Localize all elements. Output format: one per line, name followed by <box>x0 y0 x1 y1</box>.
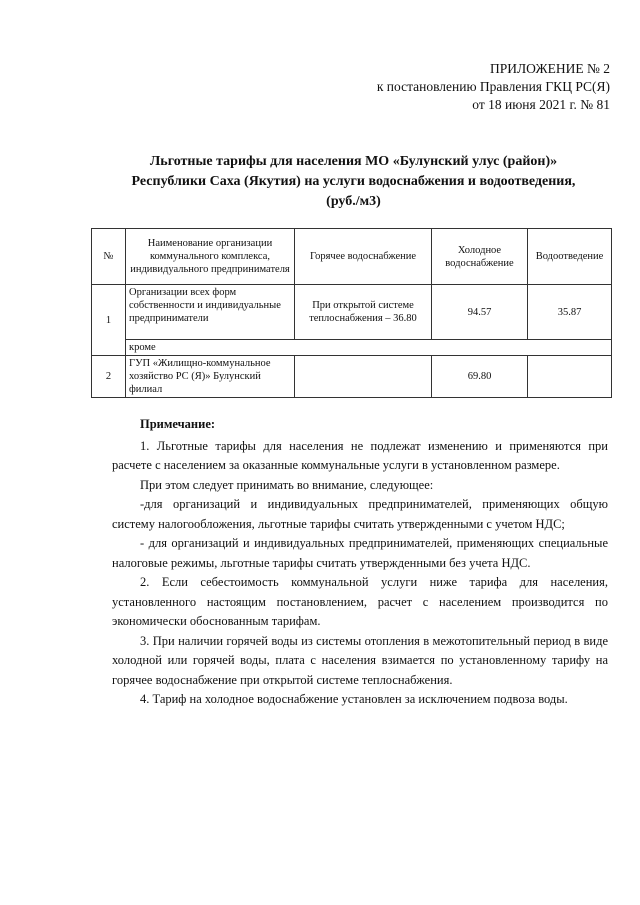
row1-sewerage: 35.87 <box>528 285 612 340</box>
note-paragraph-5: 2. Если себестоимость коммунальной услуги ниже тарифа для населения, установленного настоящим постановлением, расчет с населением производится по экономически обоснованным тарифам. <box>112 575 608 628</box>
note-paragraph-3: -для организаций и индивидуальных предпринимателей, применяющих общую систему налогообложения, льготные тарифы считать утвержденными с учетом НДС; <box>112 497 608 531</box>
title-line-2: Республики Саха (Якутия) на услуги водоснабжения и водоотведения, <box>131 174 576 189</box>
tariff-table <box>91 228 612 398</box>
table-row <box>92 285 612 340</box>
appendix-number: ПРИЛОЖЕНИЕ № 2 <box>489 61 610 76</box>
title-line-3: (руб./м3) <box>326 194 381 209</box>
note-paragraph-4: - для организаций и индивидуальных предпринимателей, применяющих специальные налоговые режимы, льготные тарифы считать утвержденными без учета НДС. <box>112 536 608 570</box>
document-title <box>96 152 611 212</box>
appendix-reference: к постановлению Правления ГКЦ РС(Я) <box>376 79 610 94</box>
header-cold-water: Холодное водоснабжение <box>432 229 528 285</box>
table-row <box>92 340 612 356</box>
note-paragraph-6: 3. При наличии горячей воды из системы отопления в межотопительный период в виде холодной или горячей воды, плата с населения взимается по установленному тарифу на горячее водоснабжение при открытой системе теплоснабжения. <box>112 633 608 687</box>
header-hot-water: Горячее водоснабжение <box>295 229 432 285</box>
note-paragraph-1: 1. Льготные тарифы для населения не подлежат изменению и применяются при расчете с населением за оказанные коммунальные услуги в установленном размере. <box>112 438 608 472</box>
row2-sewerage <box>528 356 612 398</box>
header-number: № <box>92 229 126 285</box>
title-line-1: Льготные тарифы для населения МО «Булунский улус (район)» <box>149 154 558 169</box>
row2-cold-water: 69.80 <box>432 356 528 398</box>
row2-number: 2 <box>92 356 126 398</box>
row1-organization: Организации всех форм собственности и индивидуальные предприниматели <box>126 285 295 340</box>
header-sewerage: Водоотведение <box>528 229 612 285</box>
table-header-row <box>92 229 612 285</box>
row2-organization: ГУП «Жилищно-коммунальное хозяйство РС (Я)» Булунский филиал <box>126 356 295 398</box>
row1-number: 1 <box>92 285 126 356</box>
notes-heading: Примечание: <box>140 417 216 431</box>
table-row <box>92 356 612 398</box>
row1-hot-water: При открытой системе теплоснабжения – 36.80 <box>295 285 432 340</box>
appendix-date: от 18 июня 2021 г. № 81 <box>472 97 610 112</box>
note-paragraph-2: При этом следует принимать во внимание, следующее: <box>140 477 434 492</box>
note-paragraph-7: 4. Тариф на холодное водоснабжение установлен за исключением подвоза воды. <box>140 692 568 706</box>
notes-section <box>112 415 608 710</box>
appendix-header <box>377 60 610 114</box>
header-organization: Наименование организации коммунального комплекса, индивидуального предпринимателя <box>126 229 295 285</box>
row2-hot-water <box>295 356 432 398</box>
row-except-note: кроме <box>126 340 612 356</box>
row1-cold-water: 94.57 <box>432 285 528 340</box>
